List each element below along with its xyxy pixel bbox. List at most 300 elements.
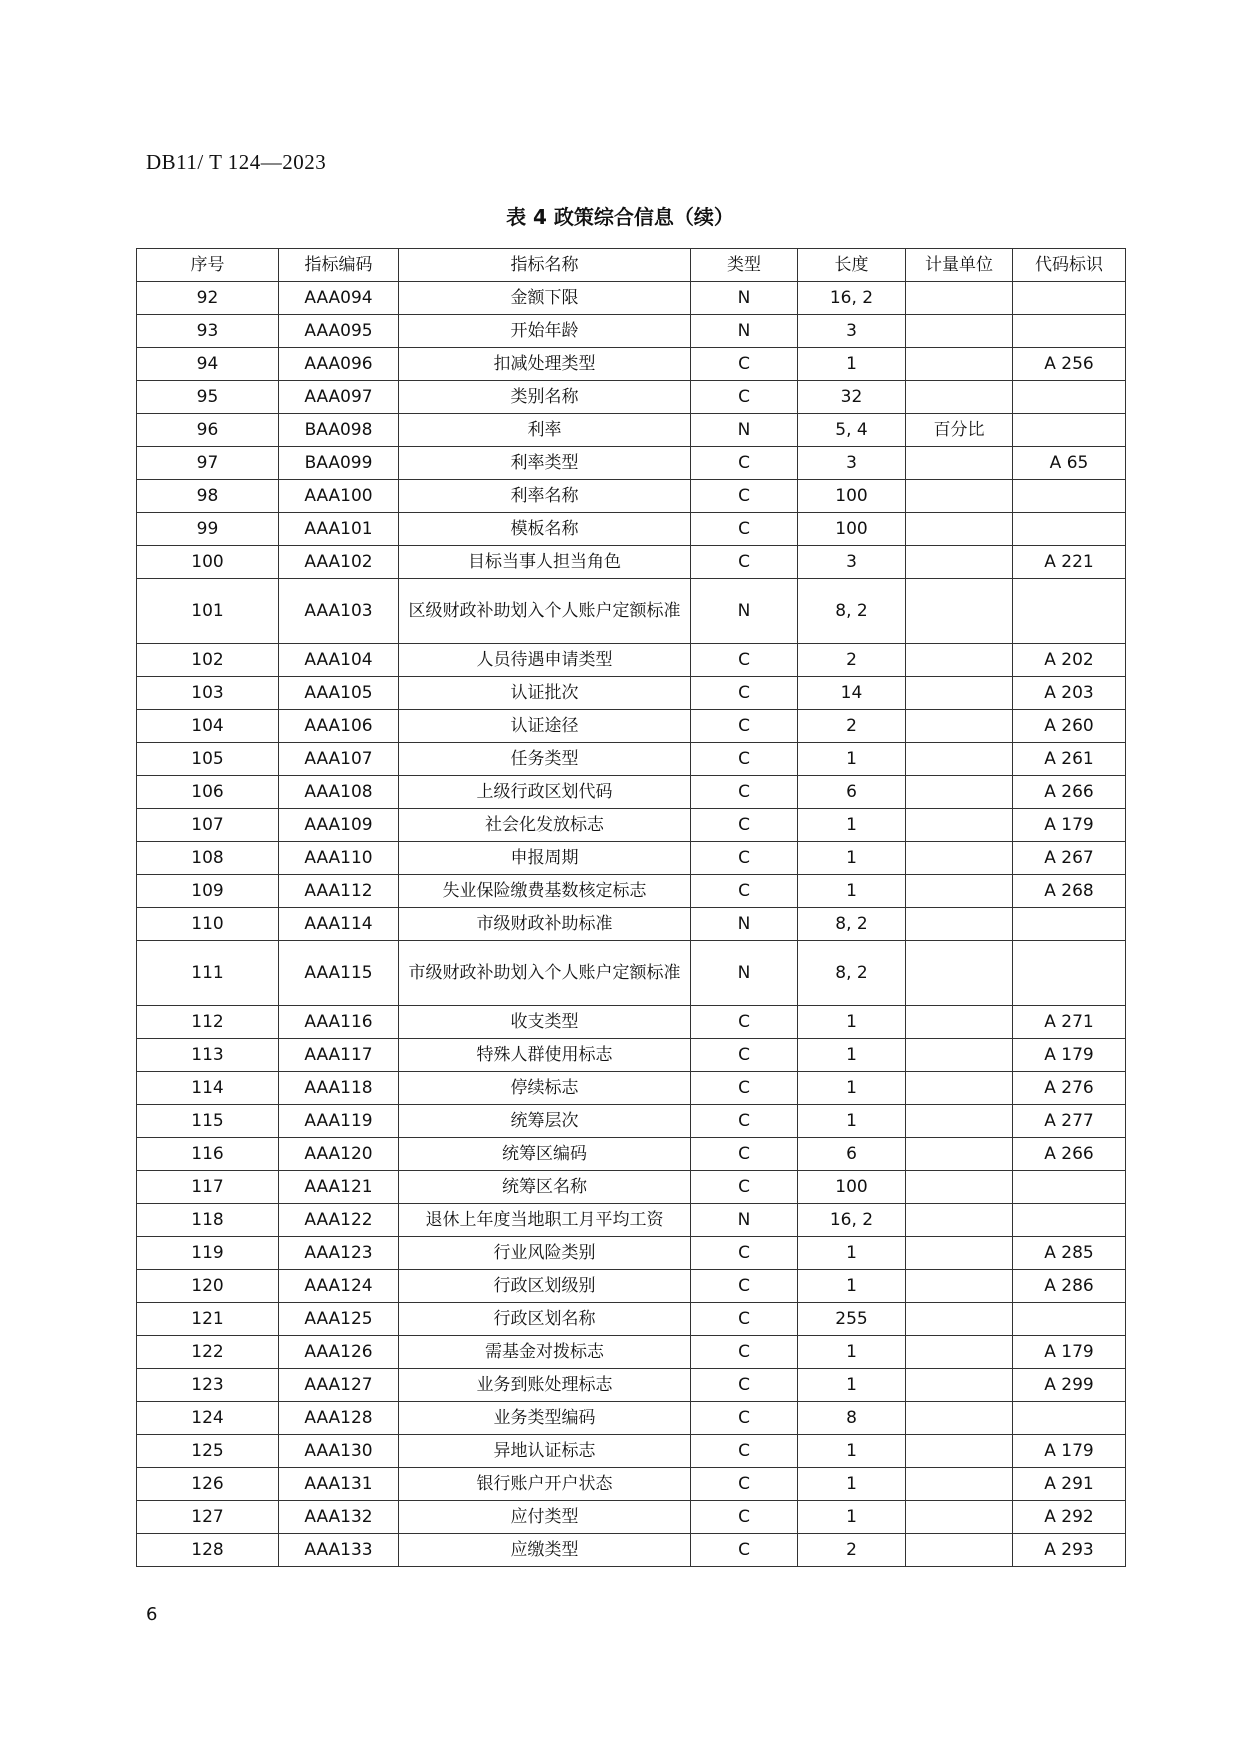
cell-name: 行政区划级别 bbox=[399, 1270, 691, 1303]
cell-code: AAA106 bbox=[279, 710, 399, 743]
cell-code: AAA110 bbox=[279, 842, 399, 875]
cell-index: 102 bbox=[137, 644, 279, 677]
cell-index: 107 bbox=[137, 809, 279, 842]
cell-type: C bbox=[691, 1402, 798, 1435]
cell-unit bbox=[906, 579, 1013, 644]
cell-code-id bbox=[1013, 381, 1126, 414]
cell-index: 127 bbox=[137, 1501, 279, 1534]
cell-index: 108 bbox=[137, 842, 279, 875]
cell-name: 市级财政补助标准 bbox=[399, 908, 691, 941]
cell-index: 120 bbox=[137, 1270, 279, 1303]
table-row bbox=[137, 776, 1126, 809]
cell-code-id: A 266 bbox=[1013, 776, 1126, 809]
table-row bbox=[137, 941, 1126, 1006]
cell-type: C bbox=[691, 743, 798, 776]
cell-name: 认证途径 bbox=[399, 710, 691, 743]
table-row bbox=[137, 809, 1126, 842]
cell-type: C bbox=[691, 513, 798, 546]
cell-code: AAA108 bbox=[279, 776, 399, 809]
cell-code-id: A 179 bbox=[1013, 809, 1126, 842]
cell-index: 113 bbox=[137, 1039, 279, 1072]
table-row bbox=[137, 579, 1126, 644]
cell-code-id: A 277 bbox=[1013, 1105, 1126, 1138]
cell-code: AAA128 bbox=[279, 1402, 399, 1435]
cell-type: N bbox=[691, 282, 798, 315]
cell-code: AAA127 bbox=[279, 1369, 399, 1402]
table-row bbox=[137, 1204, 1126, 1237]
cell-unit bbox=[906, 644, 1013, 677]
table-row bbox=[137, 677, 1126, 710]
cell-length: 1 bbox=[798, 1072, 906, 1105]
table-row bbox=[137, 1039, 1126, 1072]
cell-type: C bbox=[691, 480, 798, 513]
cell-length: 8, 2 bbox=[798, 579, 906, 644]
column-header-code: 指标编码 bbox=[279, 249, 399, 282]
cell-type: C bbox=[691, 1270, 798, 1303]
cell-code-id: A 179 bbox=[1013, 1435, 1126, 1468]
cell-length: 1 bbox=[798, 1270, 906, 1303]
table-row bbox=[137, 1468, 1126, 1501]
column-header-name: 指标名称 bbox=[399, 249, 691, 282]
cell-code: AAA104 bbox=[279, 644, 399, 677]
cell-unit bbox=[906, 908, 1013, 941]
cell-type: C bbox=[691, 348, 798, 381]
table-row bbox=[137, 743, 1126, 776]
table-row bbox=[137, 908, 1126, 941]
cell-type: C bbox=[691, 644, 798, 677]
cell-name: 统筹层次 bbox=[399, 1105, 691, 1138]
column-header-code-id: 代码标识 bbox=[1013, 249, 1126, 282]
cell-code-id: A 286 bbox=[1013, 1270, 1126, 1303]
cell-type: C bbox=[691, 1138, 798, 1171]
cell-code-id bbox=[1013, 1303, 1126, 1336]
cell-unit bbox=[906, 1237, 1013, 1270]
cell-code: AAA121 bbox=[279, 1171, 399, 1204]
table-row bbox=[137, 1072, 1126, 1105]
cell-index: 124 bbox=[137, 1402, 279, 1435]
table-body bbox=[137, 282, 1126, 1567]
cell-unit bbox=[906, 710, 1013, 743]
cell-length: 1 bbox=[798, 875, 906, 908]
cell-code-id: A 202 bbox=[1013, 644, 1126, 677]
cell-code-id bbox=[1013, 282, 1126, 315]
cell-type: C bbox=[691, 710, 798, 743]
table-row bbox=[137, 1006, 1126, 1039]
cell-code: AAA116 bbox=[279, 1006, 399, 1039]
cell-unit bbox=[906, 941, 1013, 1006]
table-row bbox=[137, 1336, 1126, 1369]
cell-length: 2 bbox=[798, 1534, 906, 1567]
cell-index: 121 bbox=[137, 1303, 279, 1336]
cell-code: AAA103 bbox=[279, 579, 399, 644]
cell-name: 业务类型编码 bbox=[399, 1402, 691, 1435]
table-row bbox=[137, 710, 1126, 743]
cell-length: 16, 2 bbox=[798, 282, 906, 315]
table-row bbox=[137, 875, 1126, 908]
cell-type: C bbox=[691, 875, 798, 908]
column-header-index: 序号 bbox=[137, 249, 279, 282]
table-row bbox=[137, 381, 1126, 414]
cell-unit bbox=[906, 1303, 1013, 1336]
cell-code: AAA118 bbox=[279, 1072, 399, 1105]
cell-code-id: A 293 bbox=[1013, 1534, 1126, 1567]
cell-unit bbox=[906, 743, 1013, 776]
cell-type: C bbox=[691, 1369, 798, 1402]
cell-length: 100 bbox=[798, 513, 906, 546]
cell-name: 需基金对拨标志 bbox=[399, 1336, 691, 1369]
cell-name: 失业保险缴费基数核定标志 bbox=[399, 875, 691, 908]
cell-unit bbox=[906, 875, 1013, 908]
cell-index: 117 bbox=[137, 1171, 279, 1204]
cell-type: C bbox=[691, 1303, 798, 1336]
cell-code: AAA124 bbox=[279, 1270, 399, 1303]
cell-code: AAA131 bbox=[279, 1468, 399, 1501]
cell-code: AAA109 bbox=[279, 809, 399, 842]
cell-length: 100 bbox=[798, 480, 906, 513]
cell-code-id: A 256 bbox=[1013, 348, 1126, 381]
cell-name: 异地认证标志 bbox=[399, 1435, 691, 1468]
table-row bbox=[137, 1105, 1126, 1138]
cell-unit bbox=[906, 1369, 1013, 1402]
cell-length: 1 bbox=[798, 1468, 906, 1501]
cell-index: 100 bbox=[137, 546, 279, 579]
cell-index: 116 bbox=[137, 1138, 279, 1171]
cell-code-id: A 276 bbox=[1013, 1072, 1126, 1105]
table-row bbox=[137, 315, 1126, 348]
cell-code-id: A 268 bbox=[1013, 875, 1126, 908]
cell-index: 122 bbox=[137, 1336, 279, 1369]
cell-index: 128 bbox=[137, 1534, 279, 1567]
cell-unit bbox=[906, 1270, 1013, 1303]
cell-code: AAA119 bbox=[279, 1105, 399, 1138]
table-row bbox=[137, 1171, 1126, 1204]
cell-index: 109 bbox=[137, 875, 279, 908]
cell-code: AAA132 bbox=[279, 1501, 399, 1534]
table-row bbox=[137, 348, 1126, 381]
cell-length: 1 bbox=[798, 1501, 906, 1534]
cell-unit bbox=[906, 1138, 1013, 1171]
cell-code: AAA133 bbox=[279, 1534, 399, 1567]
cell-length: 8 bbox=[798, 1402, 906, 1435]
cell-type: C bbox=[691, 381, 798, 414]
column-header-unit: 计量单位 bbox=[906, 249, 1013, 282]
cell-index: 96 bbox=[137, 414, 279, 447]
cell-type: C bbox=[691, 447, 798, 480]
cell-length: 1 bbox=[798, 1336, 906, 1369]
column-header-length: 长度 bbox=[798, 249, 906, 282]
cell-code-id bbox=[1013, 480, 1126, 513]
cell-code: BAA099 bbox=[279, 447, 399, 480]
table-row bbox=[137, 1237, 1126, 1270]
cell-code-id bbox=[1013, 1402, 1126, 1435]
cell-name: 人员待遇申请类型 bbox=[399, 644, 691, 677]
cell-length: 100 bbox=[798, 1171, 906, 1204]
cell-code-id bbox=[1013, 414, 1126, 447]
cell-type: N bbox=[691, 414, 798, 447]
cell-code: AAA114 bbox=[279, 908, 399, 941]
cell-unit bbox=[906, 842, 1013, 875]
table-row bbox=[137, 1402, 1126, 1435]
cell-name: 应付类型 bbox=[399, 1501, 691, 1534]
cell-code: AAA123 bbox=[279, 1237, 399, 1270]
table-row bbox=[137, 282, 1126, 315]
cell-unit bbox=[906, 315, 1013, 348]
cell-index: 105 bbox=[137, 743, 279, 776]
cell-code: AAA097 bbox=[279, 381, 399, 414]
cell-name: 认证批次 bbox=[399, 677, 691, 710]
cell-name: 银行账户开户状态 bbox=[399, 1468, 691, 1501]
cell-length: 1 bbox=[798, 348, 906, 381]
cell-type: N bbox=[691, 1204, 798, 1237]
cell-code: AAA096 bbox=[279, 348, 399, 381]
document-code: DB11/ T 124—2023 bbox=[146, 150, 327, 174]
cell-code: AAA112 bbox=[279, 875, 399, 908]
cell-type: N bbox=[691, 941, 798, 1006]
table-row bbox=[137, 842, 1126, 875]
cell-unit bbox=[906, 1402, 1013, 1435]
cell-index: 114 bbox=[137, 1072, 279, 1105]
table-row bbox=[137, 1303, 1126, 1336]
cell-length: 3 bbox=[798, 315, 906, 348]
cell-index: 106 bbox=[137, 776, 279, 809]
table-header-row bbox=[137, 249, 1126, 282]
cell-index: 118 bbox=[137, 1204, 279, 1237]
cell-length: 1 bbox=[798, 1006, 906, 1039]
table-row bbox=[137, 513, 1126, 546]
cell-code: AAA122 bbox=[279, 1204, 399, 1237]
cell-name: 利率类型 bbox=[399, 447, 691, 480]
cell-code: BAA098 bbox=[279, 414, 399, 447]
cell-length: 1 bbox=[798, 1237, 906, 1270]
cell-unit bbox=[906, 1039, 1013, 1072]
cell-name: 退休上年度当地职工月平均工资 bbox=[399, 1204, 691, 1237]
cell-name: 行政区划名称 bbox=[399, 1303, 691, 1336]
table-title: 表 4 政策综合信息（续） bbox=[506, 205, 734, 229]
cell-code: AAA107 bbox=[279, 743, 399, 776]
table-row bbox=[137, 480, 1126, 513]
cell-index: 125 bbox=[137, 1435, 279, 1468]
cell-length: 6 bbox=[798, 776, 906, 809]
cell-length: 3 bbox=[798, 447, 906, 480]
table-row bbox=[137, 1138, 1126, 1171]
cell-name: 上级行政区划代码 bbox=[399, 776, 691, 809]
cell-name: 任务类型 bbox=[399, 743, 691, 776]
cell-length: 1 bbox=[798, 743, 906, 776]
cell-name: 模板名称 bbox=[399, 513, 691, 546]
cell-code-id: A 179 bbox=[1013, 1336, 1126, 1369]
cell-length: 1 bbox=[798, 1039, 906, 1072]
table-row bbox=[137, 1270, 1126, 1303]
cell-index: 112 bbox=[137, 1006, 279, 1039]
cell-type: C bbox=[691, 677, 798, 710]
cell-code-id: A 271 bbox=[1013, 1006, 1126, 1039]
cell-type: C bbox=[691, 546, 798, 579]
cell-unit bbox=[906, 1336, 1013, 1369]
cell-type: C bbox=[691, 1006, 798, 1039]
cell-name: 金额下限 bbox=[399, 282, 691, 315]
cell-length: 5, 4 bbox=[798, 414, 906, 447]
cell-type: N bbox=[691, 908, 798, 941]
cell-unit bbox=[906, 546, 1013, 579]
cell-type: C bbox=[691, 842, 798, 875]
cell-code-id: A 291 bbox=[1013, 1468, 1126, 1501]
cell-length: 1 bbox=[798, 1435, 906, 1468]
cell-unit bbox=[906, 1204, 1013, 1237]
cell-code: AAA102 bbox=[279, 546, 399, 579]
cell-index: 126 bbox=[137, 1468, 279, 1501]
cell-name: 业务到账处理标志 bbox=[399, 1369, 691, 1402]
cell-index: 94 bbox=[137, 348, 279, 381]
cell-index: 101 bbox=[137, 579, 279, 644]
cell-type: C bbox=[691, 1072, 798, 1105]
cell-code: AAA130 bbox=[279, 1435, 399, 1468]
cell-code-id bbox=[1013, 941, 1126, 1006]
cell-type: C bbox=[691, 809, 798, 842]
table-row bbox=[137, 546, 1126, 579]
cell-name: 利率 bbox=[399, 414, 691, 447]
cell-unit bbox=[906, 282, 1013, 315]
cell-code: AAA126 bbox=[279, 1336, 399, 1369]
cell-length: 6 bbox=[798, 1138, 906, 1171]
cell-length: 14 bbox=[798, 677, 906, 710]
cell-name: 区级财政补助划入个人账户定额标准 bbox=[399, 579, 691, 644]
cell-name: 行业风险类别 bbox=[399, 1237, 691, 1270]
table-row bbox=[137, 1435, 1126, 1468]
cell-length: 1 bbox=[798, 1105, 906, 1138]
cell-length: 2 bbox=[798, 644, 906, 677]
cell-unit bbox=[906, 1501, 1013, 1534]
page-number: 6 bbox=[146, 1604, 158, 1625]
cell-code-id: A 65 bbox=[1013, 447, 1126, 480]
cell-code: AAA100 bbox=[279, 480, 399, 513]
cell-index: 97 bbox=[137, 447, 279, 480]
cell-code: AAA120 bbox=[279, 1138, 399, 1171]
cell-code: AAA105 bbox=[279, 677, 399, 710]
cell-type: N bbox=[691, 579, 798, 644]
cell-code-id: A 261 bbox=[1013, 743, 1126, 776]
cell-length: 2 bbox=[798, 710, 906, 743]
cell-code-id: A 292 bbox=[1013, 1501, 1126, 1534]
table-row bbox=[137, 1534, 1126, 1567]
cell-code: AAA117 bbox=[279, 1039, 399, 1072]
cell-code-id bbox=[1013, 513, 1126, 546]
cell-length: 3 bbox=[798, 546, 906, 579]
cell-code-id: A 266 bbox=[1013, 1138, 1126, 1171]
cell-index: 111 bbox=[137, 941, 279, 1006]
policy-info-table bbox=[136, 248, 1126, 1567]
cell-unit bbox=[906, 1468, 1013, 1501]
cell-unit bbox=[906, 1435, 1013, 1468]
cell-name: 统筹区编码 bbox=[399, 1138, 691, 1171]
cell-code: AAA115 bbox=[279, 941, 399, 1006]
cell-code-id bbox=[1013, 1204, 1126, 1237]
cell-code-id: A 203 bbox=[1013, 677, 1126, 710]
cell-name: 应缴类型 bbox=[399, 1534, 691, 1567]
cell-name: 申报周期 bbox=[399, 842, 691, 875]
cell-length: 1 bbox=[798, 1369, 906, 1402]
cell-code: AAA125 bbox=[279, 1303, 399, 1336]
cell-length: 16, 2 bbox=[798, 1204, 906, 1237]
cell-code: AAA094 bbox=[279, 282, 399, 315]
table-row bbox=[137, 644, 1126, 677]
cell-name: 特殊人群使用标志 bbox=[399, 1039, 691, 1072]
cell-code-id bbox=[1013, 579, 1126, 644]
cell-index: 119 bbox=[137, 1237, 279, 1270]
cell-length: 8, 2 bbox=[798, 908, 906, 941]
cell-name: 类别名称 bbox=[399, 381, 691, 414]
cell-code-id bbox=[1013, 1171, 1126, 1204]
cell-type: C bbox=[691, 1435, 798, 1468]
cell-index: 104 bbox=[137, 710, 279, 743]
cell-type: N bbox=[691, 315, 798, 348]
cell-index: 103 bbox=[137, 677, 279, 710]
cell-code-id: A 260 bbox=[1013, 710, 1126, 743]
table-row bbox=[137, 447, 1126, 480]
cell-name: 统筹区名称 bbox=[399, 1171, 691, 1204]
cell-index: 123 bbox=[137, 1369, 279, 1402]
cell-code-id: A 285 bbox=[1013, 1237, 1126, 1270]
cell-unit bbox=[906, 1171, 1013, 1204]
cell-unit bbox=[906, 809, 1013, 842]
table-row bbox=[137, 414, 1126, 447]
cell-name: 开始年龄 bbox=[399, 315, 691, 348]
cell-index: 115 bbox=[137, 1105, 279, 1138]
cell-code-id: A 221 bbox=[1013, 546, 1126, 579]
cell-index: 95 bbox=[137, 381, 279, 414]
cell-index: 92 bbox=[137, 282, 279, 315]
cell-type: C bbox=[691, 1105, 798, 1138]
cell-unit bbox=[906, 776, 1013, 809]
cell-name: 停续标志 bbox=[399, 1072, 691, 1105]
cell-type: C bbox=[691, 1171, 798, 1204]
column-header-type: 类型 bbox=[691, 249, 798, 282]
cell-code-id: A 179 bbox=[1013, 1039, 1126, 1072]
cell-index: 98 bbox=[137, 480, 279, 513]
cell-code-id bbox=[1013, 315, 1126, 348]
table-row bbox=[137, 1369, 1126, 1402]
cell-name: 利率名称 bbox=[399, 480, 691, 513]
cell-name: 收支类型 bbox=[399, 1006, 691, 1039]
cell-type: C bbox=[691, 776, 798, 809]
cell-type: C bbox=[691, 1534, 798, 1567]
cell-unit bbox=[906, 1534, 1013, 1567]
cell-index: 99 bbox=[137, 513, 279, 546]
cell-code-id bbox=[1013, 908, 1126, 941]
cell-unit bbox=[906, 348, 1013, 381]
table-row bbox=[137, 1501, 1126, 1534]
cell-unit bbox=[906, 480, 1013, 513]
cell-code: AAA095 bbox=[279, 315, 399, 348]
cell-name: 社会化发放标志 bbox=[399, 809, 691, 842]
cell-length: 255 bbox=[798, 1303, 906, 1336]
cell-code: AAA101 bbox=[279, 513, 399, 546]
cell-unit: 百分比 bbox=[906, 414, 1013, 447]
cell-unit bbox=[906, 513, 1013, 546]
cell-type: C bbox=[691, 1237, 798, 1270]
cell-type: C bbox=[691, 1336, 798, 1369]
cell-length: 1 bbox=[798, 809, 906, 842]
cell-unit bbox=[906, 447, 1013, 480]
cell-unit bbox=[906, 677, 1013, 710]
cell-unit bbox=[906, 1006, 1013, 1039]
cell-unit bbox=[906, 1072, 1013, 1105]
cell-length: 32 bbox=[798, 381, 906, 414]
cell-name: 目标当事人担当角色 bbox=[399, 546, 691, 579]
cell-code-id: A 267 bbox=[1013, 842, 1126, 875]
cell-type: C bbox=[691, 1501, 798, 1534]
cell-length: 8, 2 bbox=[798, 941, 906, 1006]
cell-code-id: A 299 bbox=[1013, 1369, 1126, 1402]
